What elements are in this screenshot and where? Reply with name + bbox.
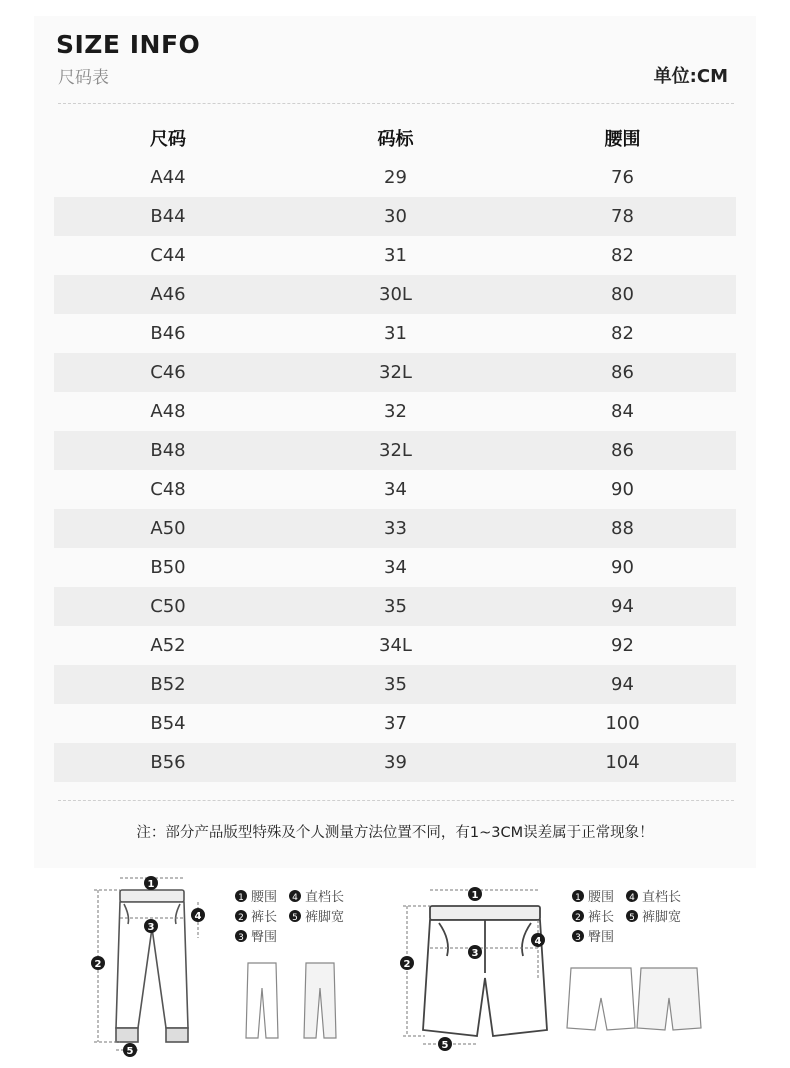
- table-header-row: [54, 120, 736, 156]
- legend-rise: 直档长: [642, 890, 682, 905]
- size-cell: B46: [150, 323, 186, 344]
- marker-2: 2: [403, 959, 411, 970]
- column-header-waist: 腰围: [604, 129, 641, 150]
- marker-4: 4: [194, 911, 202, 922]
- code-cell: 34: [384, 479, 407, 500]
- legend-hem: 裤脚宽: [642, 910, 682, 925]
- waist-cell: 88: [611, 518, 634, 539]
- svg-text:5: 5: [629, 913, 635, 923]
- waist-cell: 84: [611, 401, 634, 422]
- table-row: [54, 548, 736, 587]
- waist-cell: 100: [605, 713, 640, 734]
- marker-4: 4: [534, 936, 542, 947]
- size-cell: B44: [150, 206, 186, 227]
- table-row: [54, 158, 736, 197]
- svg-text:1: 1: [575, 893, 581, 903]
- marker-3: 3: [471, 948, 479, 959]
- size-cell: A50: [150, 518, 186, 539]
- table-row: [54, 431, 736, 470]
- svg-text:3: 3: [575, 933, 581, 943]
- size-cell: B56: [150, 752, 186, 773]
- waist-cell: 82: [611, 245, 634, 266]
- waist-cell: 78: [611, 206, 634, 227]
- code-cell: 31: [384, 323, 407, 344]
- table-row: [54, 626, 736, 665]
- waist-cell: 86: [611, 440, 634, 461]
- svg-text:1: 1: [238, 893, 244, 903]
- table-row: [54, 197, 736, 236]
- size-cell: B50: [150, 557, 186, 578]
- code-cell: 29: [384, 167, 407, 188]
- table-row: [54, 704, 736, 743]
- svg-text:5: 5: [292, 913, 298, 923]
- legend-length: 裤长: [588, 910, 615, 925]
- code-cell: 37: [384, 713, 407, 734]
- marker-5: 5: [126, 1046, 134, 1057]
- table-row: [54, 509, 736, 548]
- svg-text:2: 2: [238, 913, 244, 923]
- waist-cell: 90: [611, 479, 634, 500]
- code-cell: 32L: [379, 440, 412, 461]
- code-cell: 34L: [379, 635, 412, 656]
- legend-waist: 腰围: [588, 890, 615, 905]
- table-row: [54, 470, 736, 509]
- svg-text:4: 4: [629, 893, 635, 903]
- legend-length: 裤长: [251, 910, 278, 925]
- size-cell: B54: [150, 713, 186, 734]
- code-cell: 30: [384, 206, 407, 227]
- marker-1: 1: [147, 879, 155, 890]
- size-cell: C48: [150, 479, 186, 500]
- code-cell: 32L: [379, 362, 412, 383]
- code-cell: 34: [384, 557, 407, 578]
- column-header-size: 尺码: [150, 129, 186, 150]
- table-row: [54, 353, 736, 392]
- size-cell: B52: [150, 674, 186, 695]
- table-row: [54, 392, 736, 431]
- legend-hip: 臀围: [251, 930, 278, 945]
- shorts-diagram: [395, 868, 715, 1063]
- size-cell: C50: [150, 596, 186, 617]
- size-cell: C44: [150, 245, 186, 266]
- waist-cell: 76: [611, 167, 634, 188]
- divider-top: [58, 103, 734, 104]
- waist-cell: 104: [605, 752, 640, 773]
- svg-text:3: 3: [238, 933, 244, 943]
- marker-1: 1: [471, 890, 479, 901]
- page-title: SIZE INFO: [56, 30, 201, 59]
- table-row: [54, 314, 736, 353]
- table-row: [54, 743, 736, 782]
- svg-text:4: 4: [292, 893, 298, 903]
- code-cell: 33: [384, 518, 407, 539]
- size-cell: A46: [150, 284, 186, 305]
- table-row: [54, 275, 736, 314]
- size-cell: C46: [150, 362, 186, 383]
- waist-cell: 82: [611, 323, 634, 344]
- table-row: [54, 665, 736, 704]
- table-row: [54, 236, 736, 275]
- waist-cell: 92: [611, 635, 634, 656]
- table-row: [54, 587, 736, 626]
- divider-bottom: [58, 800, 734, 801]
- marker-3: 3: [147, 922, 155, 933]
- waist-cell: 80: [611, 284, 634, 305]
- marker-2: 2: [94, 959, 102, 970]
- code-cell: 35: [384, 674, 407, 695]
- column-header-code: 码标: [377, 129, 414, 150]
- size-table: [54, 120, 736, 782]
- legend-waist: 腰围: [251, 890, 278, 905]
- waist-cell: 86: [611, 362, 634, 383]
- waist-cell: 94: [611, 674, 634, 695]
- unit-label: 单位:CM: [653, 66, 728, 87]
- size-cell: A44: [150, 167, 186, 188]
- legend-hip: 臀围: [588, 930, 615, 945]
- legend-rise: 直档长: [305, 890, 345, 905]
- code-cell: 35: [384, 596, 407, 617]
- code-cell: 39: [384, 752, 407, 773]
- legend-hem: 裤脚宽: [305, 910, 345, 925]
- code-cell: 30L: [379, 284, 412, 305]
- waist-cell: 94: [611, 596, 634, 617]
- size-cell: A52: [150, 635, 186, 656]
- table-body: [54, 158, 736, 782]
- waist-cell: 90: [611, 557, 634, 578]
- page-subtitle: 尺码表: [58, 68, 109, 88]
- svg-text:2: 2: [575, 913, 581, 923]
- long-pants-diagram: [80, 868, 370, 1063]
- size-cell: B48: [150, 440, 186, 461]
- marker-5: 5: [441, 1040, 449, 1051]
- code-cell: 32: [384, 401, 407, 422]
- code-cell: 31: [384, 245, 407, 266]
- size-cell: A48: [150, 401, 186, 422]
- measurement-note: 注：部分产品版型特殊及个人测量方法位置不同，有1~3CM误差属于正常现象！: [136, 825, 654, 841]
